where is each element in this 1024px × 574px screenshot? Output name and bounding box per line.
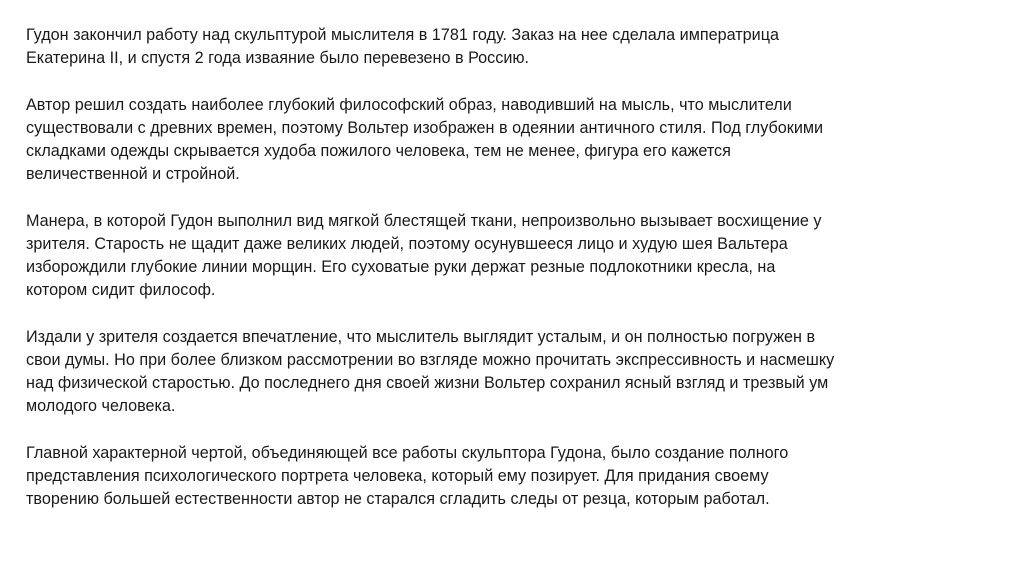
paragraph-4 xyxy=(26,326,996,419)
text-line: величественной и стройной. xyxy=(26,165,240,184)
text-line: котором сидит философ. xyxy=(26,281,216,300)
body-text xyxy=(26,24,996,534)
text-line: Автор решил создать наиболее глубокий философский образ, наводивший на мысль, что мыслители xyxy=(26,95,792,114)
paragraph-3 xyxy=(26,210,996,303)
text-line: изборождили глубокие линии морщин. Его суховатые руки держат резные подлокотники кресла, на xyxy=(26,258,776,276)
text-line: складками одежды скрывается худоба пожилого человека, тем не менее, фигура его кажется xyxy=(26,142,731,160)
text-line: Издали у зрителя создается впечатление, что мыслитель выглядит усталым, и он полностью погружен в xyxy=(26,327,816,346)
paragraph-1 xyxy=(26,24,996,70)
text-line: зрителя. Старость не щадит даже великих людей, поэтому осунувшееся лицо и худую шея Вальтера xyxy=(26,234,788,253)
text-line: представления психологического портрета человека, который ему позирует. Для придания своему xyxy=(26,466,769,485)
text-line: Главной характерной чертой, объединяющей все работы скульптора Гудона, было создание полного xyxy=(26,443,789,462)
text-line: существовали с древних времен, поэтому Вольтер изображен в одеянии античного стиля. Под глубокими xyxy=(26,118,824,137)
text-line: Манера, в которой Гудон выполнил вид мягкой блестящей ткани, непроизвольно вызывает восхищение у xyxy=(26,211,822,230)
text-line: Гудон закончил работу над скульптурой мыслителя в 1781 году. Заказ на нее сделала императрица xyxy=(26,26,779,44)
text-line: молодого человека. xyxy=(26,397,176,416)
paragraph-2 xyxy=(26,94,996,187)
paragraph-5 xyxy=(26,442,996,512)
text-line: над физической старостью. До последнего дня своей жизни Вольтер сохранил ясный взгляд и трезвый ум xyxy=(26,374,829,392)
text-line: свои думы. Но при более близком рассмотрении во взгляде можно прочитать экспрессивность и насмешку xyxy=(26,350,835,369)
text-line: творению большей естественности автор не старался сгладить следы от резца, которым работал. xyxy=(26,490,770,508)
text-line: Екатерина II, и спустя 2 года изваяние было перевезено в Россию. xyxy=(26,49,530,68)
